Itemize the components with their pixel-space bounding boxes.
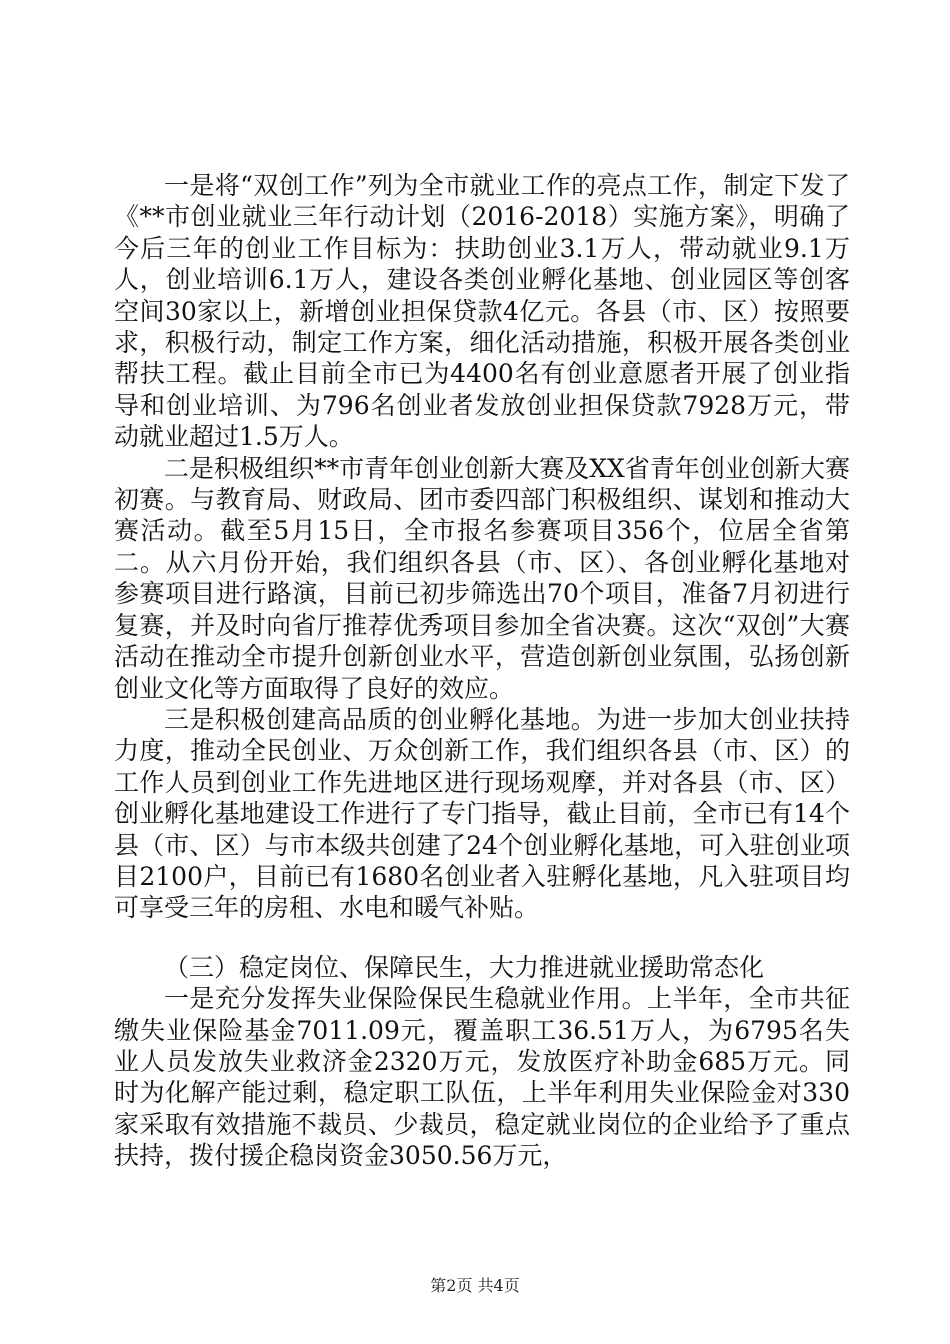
paragraph-startup-plan: 一是将“双创工作”列为全市就业工作的亮点工作，制定下发了《**市创业就业三年行动计划（2016-2018）实施方案》，明确了今后三年的创业工作目标为：扶助创业3.1万人，带动就业9.1万人，创业培训6.1万人，建设各类创业孵化基地、创业园区等创客空间30家以上，新增创业担保贷款4亿元。各县（市、区）按照要求，积极行动，制定工作方案，细化活动措施，积极开展各类创业帮扶工程。截止目前全市已为4400名有创业意愿者开展了创业指导和创业培训、为796名创业者发放创业担保贷款7928万元，带动就业超过1.5万人。 bbox=[114, 171, 850, 452]
paragraph-incubation-base: 三是积极创建高品质的创业孵化基地。为进一步加大创业扶持力度，推动全民创业、万众创新工作，我们组织各县（市、区）的工作人员到创业工作先进地区进行现场观摩，并对各县（市、区）创业孵化基地建设工作进行了专门指导，截止目前，全市已有14个县（市、区）与市本级共创建了24个创业孵化基地，可入驻创业项目2100户，目前已有1680名创业者入驻孵化基地，凡入驻项目均可享受三年的房租、水电和暖气补贴。 bbox=[114, 704, 850, 923]
section-heading: （三）稳定岗位、保障民生，大力推进就业援助常态化 bbox=[164, 952, 765, 982]
paragraph-unemployment-insurance: 一是充分发挥失业保险保民生稳就业作用。上半年，全市共征缴失业保险基金7011.09元，覆盖职工36.51万人，为6795名失业人员发放失业救济金2320万元，发放医疗补助金685万元。同时为化解产能过剩，稳定职工队伍，上半年利用失业保险金对330家采取有效措施不裁员、少裁员，稳定就业岗位的企业给予了重点扶持，拨付援企稳岗资金3050.56万元， bbox=[114, 984, 850, 1171]
paragraph-innovation-contest: 二是积极组织**市青年创业创新大赛及XX省青年创业创新大赛初赛。与教育局、财政局、团市委四部门积极组织、谋划和推动大赛活动。截至5月15日，全市报名参赛项目356个，位居全省第二。从六月份开始，我们组织各县（市、区）、各创业孵化基地对参赛项目进行路演，目前已初步筛选出70个项目，准备7月初进行复赛，并及时向省厅推荐优秀项目参加全省决赛。这次“双创”大赛活动在推动全市提升创新创业水平，营造创新创业氛围，弘扬创新创业文化等方面取得了良好的效应。 bbox=[114, 453, 850, 703]
page-number-footer: 第2页 共4页 bbox=[430, 1276, 520, 1295]
document-body bbox=[114, 170, 850, 1172]
